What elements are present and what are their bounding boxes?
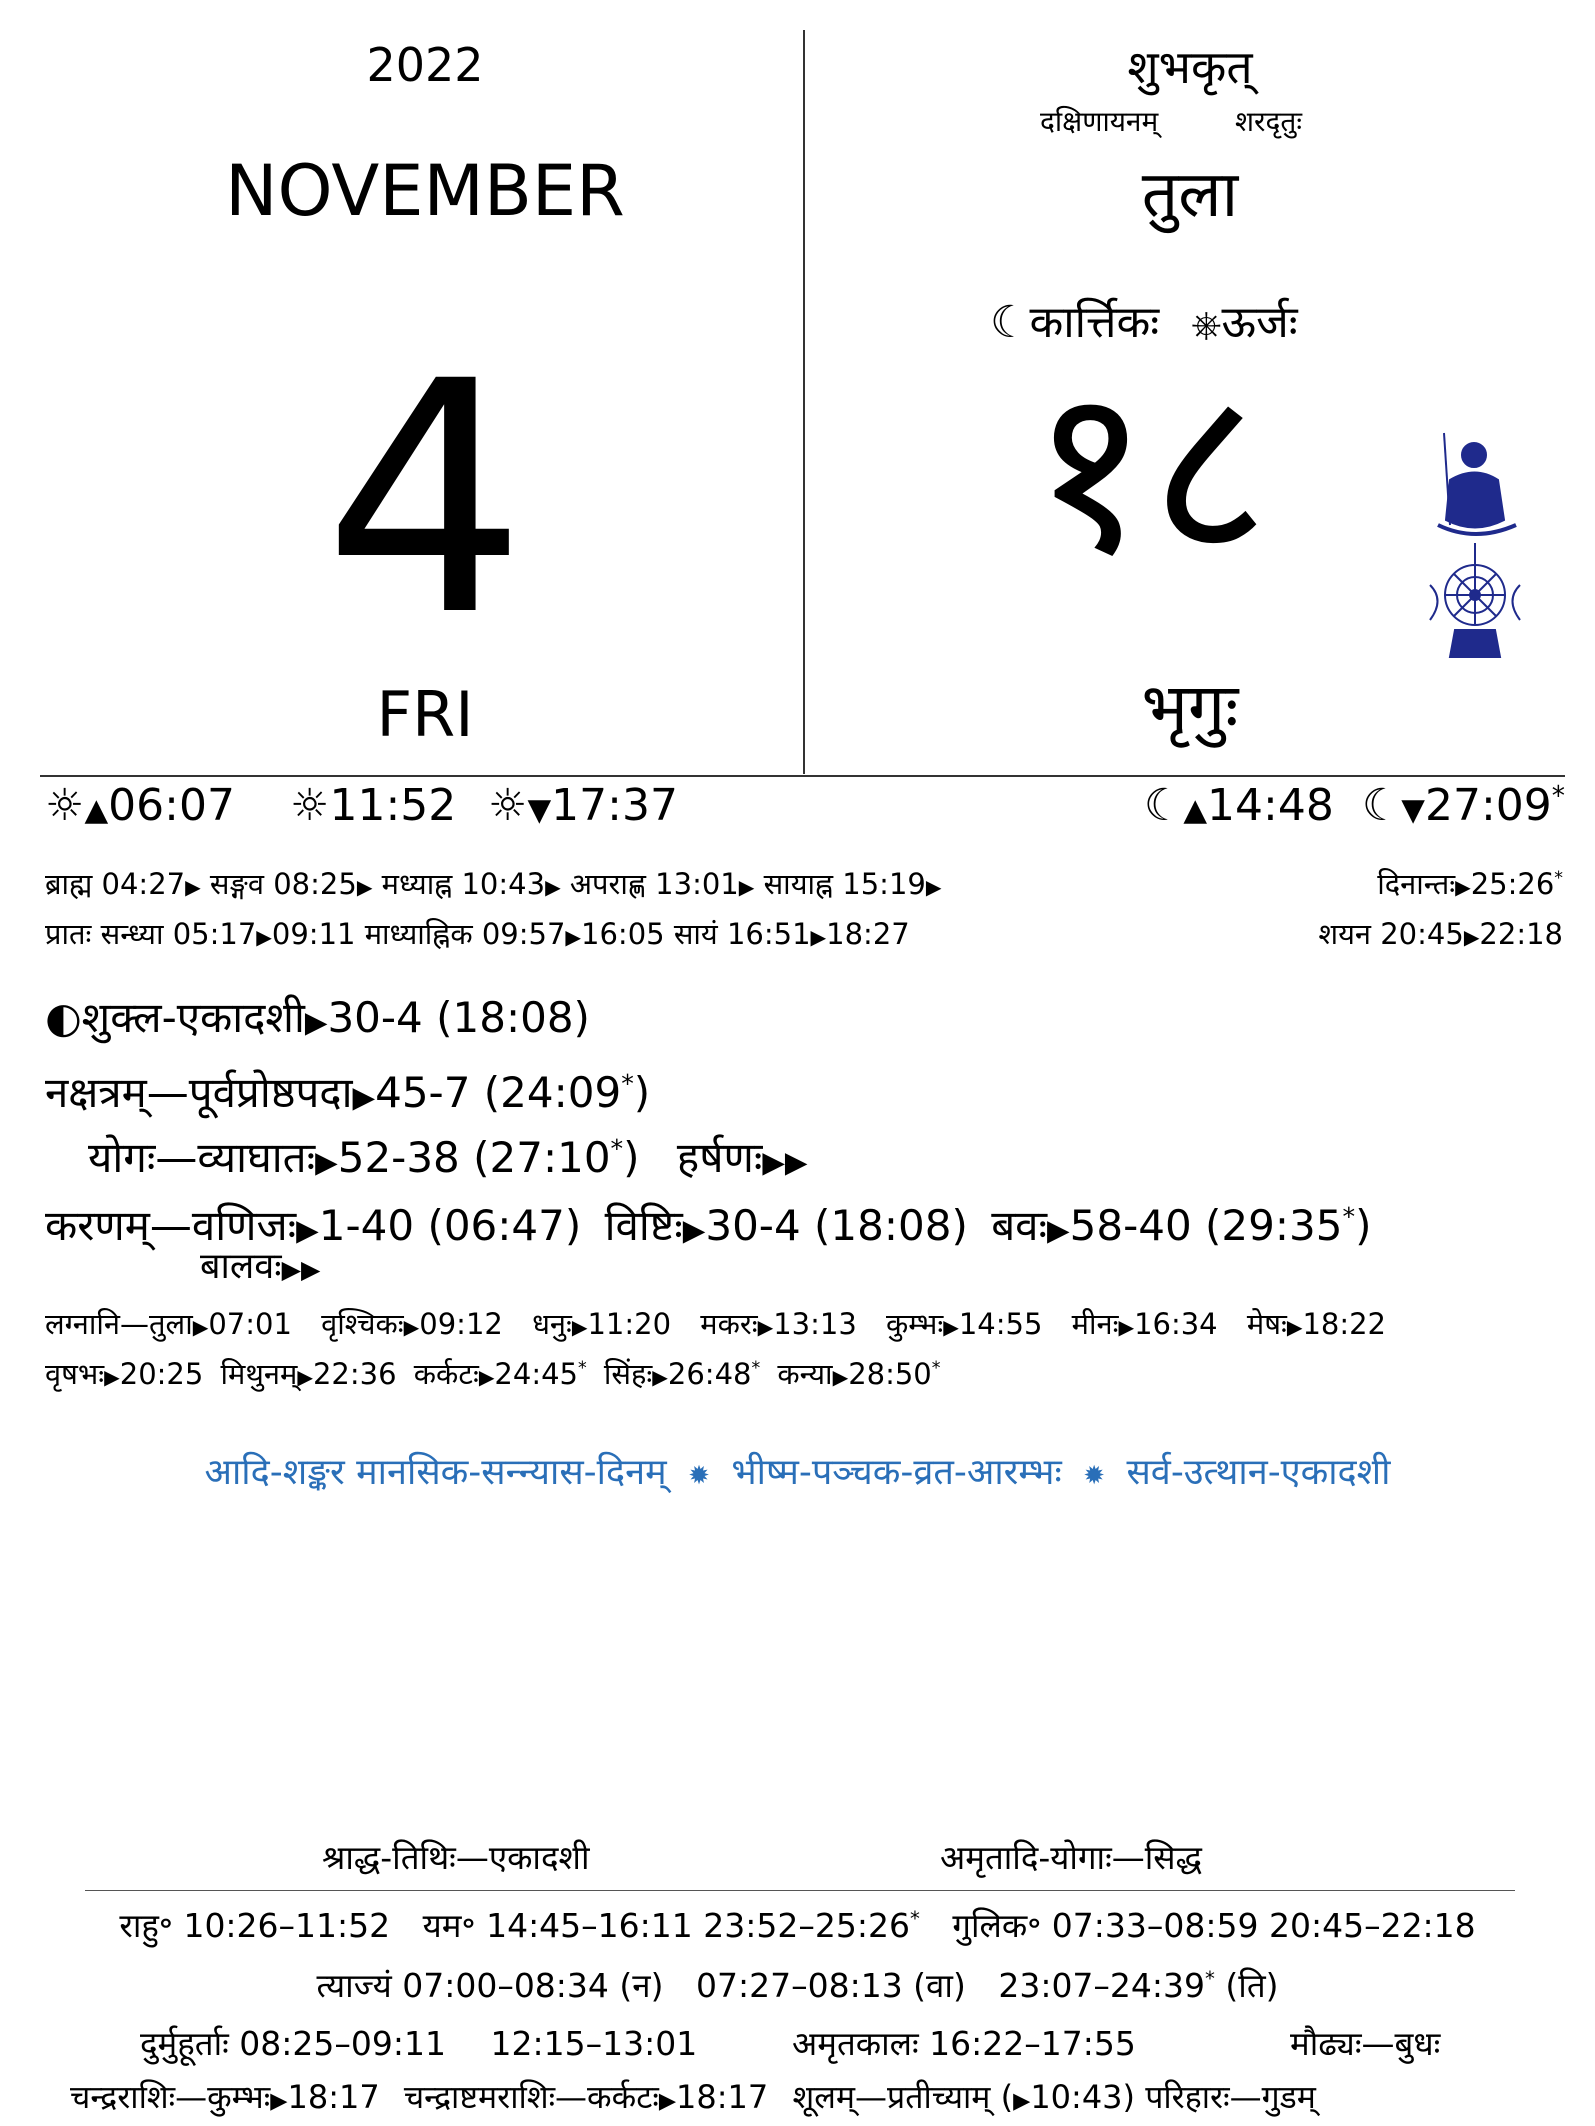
karana-value-2: 30-4 (18:08) [705, 1201, 968, 1250]
lagna-name: कुम्भः [886, 1307, 944, 1341]
lagna-name: मिथुनम् [220, 1357, 298, 1391]
moon-icon: ☾ [1361, 780, 1402, 831]
flower-separator-icon: ✹ [1083, 1461, 1106, 1491]
prata-end: 09:11 [271, 917, 356, 951]
festival-item: सर्व-उत्थान-एकादशी [1126, 1452, 1391, 1493]
madhyahnika: माध्याह्निक 09:57 [364, 917, 566, 951]
lunar-month: कार्त्तिकः [1029, 297, 1160, 348]
karana-close: ) [1355, 1201, 1372, 1250]
aparahna: अपराह्ण 13:01 [569, 867, 739, 901]
yoga-value: 52-38 (27:10 [337, 1133, 611, 1182]
brahma-muhurta: ब्राह्म 04:27 [45, 867, 186, 901]
year: 2022 [366, 38, 484, 92]
rise-arrow-icon: ▲ [84, 792, 109, 828]
vaara: भृगुः [1141, 669, 1239, 746]
karana: करणम्—वणिजः▶1-40 (06:47) विष्टिः▶30-4 (18:08) बवः▶58-40 (29:35*) [45, 1201, 1372, 1250]
lagna-time: 14:55 [958, 1307, 1043, 1341]
lagna-name: मीनः [1071, 1307, 1119, 1341]
karana-value-1: 1-40 (06:47) [318, 1201, 582, 1250]
sayam-sandhya: सायं 16:51 [673, 917, 811, 951]
lagna-time: 24:45 [494, 1357, 578, 1391]
dinanta-time: 25:26 [1470, 867, 1555, 901]
karana-value-3: 58-40 (29:35 [1069, 1201, 1343, 1250]
lagna-name: कन्या [777, 1357, 833, 1391]
chandra-rashi: चन्द्रराशिः—कुम्भः [70, 2078, 271, 2116]
lagna-row-1: लग्नानि—तुला▶07:01 वृश्चिकः▶09:12 धनुः▶11:20 मकरः▶13:13 कुम्भः▶14:55 मीनः▶16:34 मेषः▶18:22 [45, 1307, 1387, 1341]
prata-sandhya: प्रातः सन्ध्या 05:17 [45, 917, 257, 951]
sayahna: सायाह्न 15:19 [763, 867, 926, 901]
lagna-time: 28:50 [848, 1357, 932, 1391]
moonset-time: 27:09 [1424, 780, 1552, 831]
shayana-end: 22:18 [1479, 917, 1563, 951]
lagna-label: लग्नानि—तुला [45, 1307, 193, 1341]
lagna-time: 13:13 [773, 1307, 857, 1341]
amritakala: अमृतकालः 16:22–17:55 [792, 2024, 1136, 2063]
shayana: शयन 20:45▶22:18 [1318, 917, 1563, 951]
lagna-time: 16:34 [1134, 1307, 1218, 1341]
sunset-time: 17:37 [551, 780, 678, 831]
vedic-month: ऊर्जः [1221, 297, 1298, 348]
flower-separator-icon: ✹ [688, 1461, 710, 1491]
sangava: सङ्गव 08:25 [209, 867, 357, 901]
yoga-close: ) [623, 1133, 640, 1182]
tithi: ◐शुक्ल-एकादशी▶30-4 (18:08) [45, 993, 590, 1042]
day-number: 4 [323, 314, 527, 686]
sayam-end: 18:27 [826, 917, 910, 951]
ritu: शरदृतुः [1235, 105, 1302, 138]
lagna-time: 09:12 [419, 1307, 503, 1341]
moon-times: ☾▲14:48 ☾▼27:09* [1143, 780, 1565, 831]
durmuhurta [140, 2020, 697, 2065]
nakshatra-name: नक्षत्रम्—पूर्वप्रोष्ठपदा [45, 1068, 353, 1117]
yoga-next: हर्षणः [676, 1133, 763, 1182]
rise-arrow-icon: ▲ [1183, 792, 1208, 828]
chandra-rashi-time: 18:17 [287, 2078, 380, 2116]
shayana-start: शयन 20:45 [1318, 917, 1464, 951]
tithi-name: शुक्ल-एकादशी [81, 993, 305, 1042]
festival-item: आदि-शङ्कर मानसिक-सन्न्यास-दिनम् [204, 1452, 667, 1493]
sun-icon: ☼ [45, 780, 85, 831]
lagna-name: सिंहः [603, 1357, 653, 1391]
karana-next: बालवः▶▶ [200, 1246, 321, 1287]
shraddha-tithi: श्राद्ध-तिथिः—एकादशी [322, 1838, 590, 1877]
nakshatra-close: ) [633, 1068, 651, 1117]
lagna-name: मेषः [1246, 1307, 1287, 1341]
lagna-time: 20:25 [119, 1357, 204, 1391]
chandrashtama: चन्द्राष्टमराशिः—कर्कटः [403, 2078, 659, 2116]
footer-divider [85, 1890, 1515, 1891]
lagna-name: कर्कटः [413, 1357, 479, 1391]
weekday: FRI [376, 678, 474, 751]
madhyahnika-end: 16:05 [581, 917, 665, 951]
karana-2: विष्टिः [604, 1201, 683, 1250]
lagna-row-2: वृषभः▶20:25 मिथुनम्▶22:36 कर्कटः▶24:45* सिंहः▶26:48* कन्या▶28:50* [45, 1357, 941, 1391]
maudhya: मौढ्यः—बुधः [1290, 2024, 1441, 2063]
ayana: दक्षिणायनम् [1040, 105, 1159, 138]
lagna-name: मकरः [700, 1307, 758, 1341]
lagna-time: 18:22 [1302, 1307, 1387, 1341]
month: NOVEMBER [225, 150, 625, 232]
dinanta-label: दिनान्तः [1377, 867, 1456, 901]
durmuhurta-2: 12:15–13:01 [490, 2024, 698, 2063]
durmuhurta-1: दुर्मुहूर्ताः 08:25–09:11 [140, 2024, 446, 2063]
lagna-name: धनुः [532, 1307, 572, 1341]
lagna-name: वृषभः [45, 1357, 105, 1391]
lagna-time: 11:20 [587, 1307, 672, 1341]
tyajya-2: 07:27–08:13 (वा) [695, 1966, 966, 2005]
solar-month: तुला [1141, 158, 1239, 232]
karana-3: बवः [991, 1201, 1048, 1250]
sunrise-time: 06:07 [108, 780, 235, 831]
wheel-icon: ⎈ [1191, 302, 1222, 346]
karana-name: करणम्—वणिजः [45, 1201, 297, 1250]
noon-time: 11:52 [329, 780, 457, 831]
tyajya-3: 23:07–24:39 [998, 1966, 1206, 2005]
inauspicious-times: राहु॰ 10:26–11:52 यम॰ 14:45–16:11 23:52–25:26* गुलिक॰ 07:33–08:59 20:45–22:18 [119, 1906, 1476, 1945]
set-arrow-icon: ▼ [1401, 792, 1425, 828]
tyajya-3-suffix: (ति) [1214, 1966, 1279, 2005]
solar-noon [290, 780, 456, 831]
sun-icon: ☼ [488, 780, 528, 831]
nakshatra: नक्षत्रम्—पूर्वप्रोष्ठपदा▶45-7 (24:09*) [45, 1068, 651, 1117]
lagna-time: 22:36 [312, 1357, 397, 1391]
nakshatra-value: 45-7 (24:09 [375, 1068, 622, 1117]
set-arrow-icon: ▼ [527, 792, 552, 828]
moonrise-time: 14:48 [1207, 780, 1334, 831]
rahu-kala: राहु॰ 10:26–11:52 [119, 1906, 391, 1945]
tithi-value: 30-4 (18:08) [327, 993, 590, 1042]
moon-icon: ☾ [1143, 780, 1184, 831]
day-parts-row-2: प्रातः सन्ध्या 05:17▶09:11 माध्याह्निक 09:57▶16:05 सायं 16:51▶18:27 [45, 917, 910, 951]
gulika-kala: गुलिक॰ 07:33–08:59 [952, 1906, 1259, 1945]
tyajya-1: त्याज्यं 07:00–08:34 (न) [316, 1966, 664, 2005]
lagna-time-0: 07:01 [208, 1307, 292, 1341]
amritadi-yoga: अमृतादि-योगाः—सिद्ध [940, 1838, 1202, 1877]
samvatsara: शुभकृत् [1127, 40, 1253, 94]
parihara: परिहारः—गुडम् [1145, 2078, 1316, 2116]
rashi-shula-row: चन्द्रराशिः—कुम्भः▶18:17 चन्द्राष्टमराशिः—कर्कटः▶18:17 शूलम्—प्रतीच्याम् (▶10:43) परिहारः—गुडम् [70, 2078, 1316, 2116]
dinanta: दिनान्तः▶25:26* [1377, 867, 1563, 901]
tyajya-times: त्याज्यं 07:00–08:34 (न) 07:27–08:13 (वा) 23:07–24:39* (ति) [316, 1966, 1279, 2005]
crescent-moon-icon: ☾ [990, 297, 1030, 348]
shulam-time: 10:43) [1030, 2078, 1136, 2116]
moon-phase-icon: ◐ [45, 993, 82, 1042]
yamaganda: यम॰ 14:45–16:11 [422, 1906, 693, 1945]
solar-day-number: १८ [1030, 338, 1270, 605]
header-divider [40, 775, 1565, 777]
yamaganda-2: 23:52–25:26 [703, 1906, 910, 1945]
vertical-divider [803, 30, 805, 774]
acharya-emblem [1420, 425, 1530, 665]
festival-item: भीष्म-पञ्चक-व्रत-आरम्भः [731, 1452, 1062, 1493]
lagna-time: 26:48 [667, 1357, 752, 1391]
shulam: शूलम्—प्रतीच्याम् ( [792, 2078, 1014, 2116]
festivals [0, 1446, 1595, 1495]
gulika-kala-2: 20:45–22:18 [1268, 1906, 1476, 1945]
sun-icon: ☼ [290, 780, 330, 831]
sunset [488, 780, 678, 831]
sunrise [45, 780, 235, 831]
yoga: योगः—व्याघातः▶52-38 (27:10*) हर्षणः▶▶ [88, 1133, 808, 1182]
karana-next-name: बालवः [200, 1246, 282, 1287]
acharya-emblem-icon [1420, 425, 1530, 665]
chandrashtama-time: 18:17 [676, 2078, 769, 2116]
madhyahna: मध्याह्न 10:43 [381, 867, 546, 901]
lagna-name: वृश्चिकः [321, 1307, 404, 1341]
day-parts-row-1: ब्राह्म 04:27▶ सङ्गव 08:25▶ मध्याह्न 10:43▶ अपराह्ण 13:01▶ सायाह्न 15:19▶ [45, 867, 942, 901]
yoga-name: योगः—व्याघातः [88, 1133, 316, 1182]
